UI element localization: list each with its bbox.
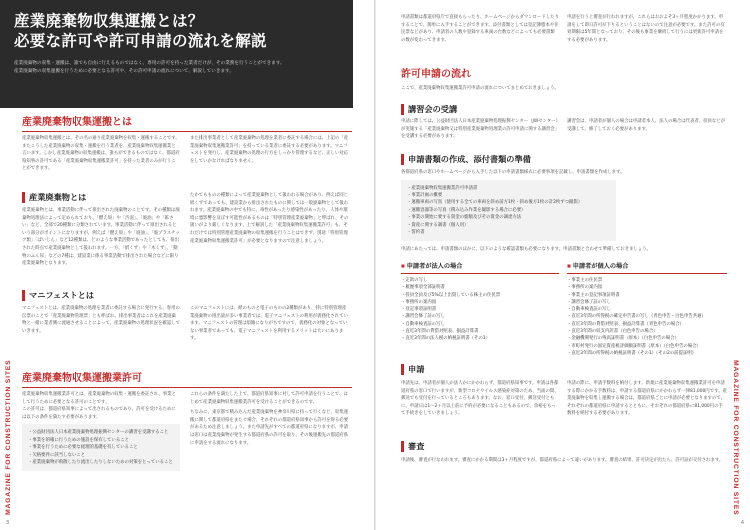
side-label-left: MAGAZINE FOR CONSTRUCTION SITES [5, 359, 12, 515]
section-overview-col2: また排出事業者として産業廃棄物の処理を業者に委託する場合には、上記の「産業廃棄物収集運搬業許可」を持っている業者に委託する必要があります。マニフェストを発行し、産業廃棄物の処理の行方をしっかり管理するなど、正しい対応をしていかなければなりません。 [190, 136, 349, 164]
requirement-item: ・公益財団法人日本産業廃棄物処理振興センターの講習を受講すること [28, 430, 169, 436]
individual-list-title: 申請者が個人の場合 [572, 263, 629, 270]
hero-title-line2: 必要な許可や許可申請の流れを解説 [14, 33, 267, 50]
step-documents [401, 154, 727, 254]
section-manifest-col2: このマニフェストには、紙のものと電子のものの2種類があり、特に特別管理産業廃棄物の排出量が多い事業者では、電子マニフェストの利用が義務化されています。マニフェストの管理は煩雑になりがちですので、義務化の対象となっていない事業者であっても、電子マニフェストを利用するメリットは大いにあります。 [190, 306, 348, 342]
document-item: ・産業廃棄物収集運搬業許可申請書 [407, 185, 478, 191]
list-item: ・直近3年間の貸借対照表、損益計算書（青色申告の場合） [567, 321, 684, 327]
section-license-col1 [22, 391, 180, 471]
section-manifest-col1: マニフェストとは、産業廃棄物の処理を業者に委託する場合に発行する、専用の伝票のことで「産業廃棄物管理票」とも呼ばれ、排出事業者はこれを産業廃棄物と一緒に業者側に流通させることによって、産業廃棄物の処理状況を確認していきます。 [22, 306, 180, 334]
license-p2: この許可は、都道府県知事によって出されるものであり、許可を受けるためには以下の条件を満たす必要があります。 [22, 407, 176, 420]
section-overview [22, 116, 352, 132]
section-heading: 産業廃棄物とは [22, 192, 180, 203]
list-item: ・金融機関発行の残高証明書（原本）（白色申告の場合） [567, 336, 679, 342]
corporate-list [401, 258, 559, 343]
list-item: ・役員全員及び5%以上出資している株主の住民票 [401, 292, 501, 298]
top-col2: 申請を行うと審査が行われますが、これらはおおよそ3ヶ月程度かかります。申請をして即日許可が下りるということはないので注意が必要です。また許可の有効期限は5年間となっており、その後も事業を継続して行うには更新許可申請をする必要があります。 [567, 15, 725, 43]
right-page [375, 0, 750, 530]
requirement-item: ・事業を的確に行うための施設を保有していること [28, 437, 129, 443]
page-number-right: 4 [740, 520, 744, 526]
list-item: ・事務所の案内図 [401, 299, 437, 305]
list-item: ・事務所の案内図 [567, 285, 603, 291]
documents-box [401, 180, 616, 242]
list-item: ・登記事項証明書 [401, 307, 437, 313]
hero-lead-2: 産業廃棄物の収集運搬を行うために必要となる許可や、その許可申請の流れについて、解説していきます。 [14, 69, 234, 74]
section-industrial-waste [22, 192, 180, 203]
step-application [401, 364, 727, 375]
step-seminar [401, 104, 727, 115]
flow-intro: ここで、産業廃棄物収集運搬業許可申請の流れについてまとめておきましょう。 [401, 86, 559, 91]
documents-note: 申請にあたっては、申請書類のほかに、以下のような確認書類も必要になります。申請書類と合わせて準備しておきましょう。 [401, 247, 651, 253]
documents-intro: 各都道府県の窓口やホームページから入手した以下の申請書類様式に必要事項を記載し、申請書類を作成します。 [401, 170, 625, 175]
list-item: ・自動車検査証の写し [567, 307, 611, 313]
section-license [22, 372, 352, 388]
section-heading: マニフェストとは [22, 290, 180, 301]
document-item: ・誓約書 [407, 230, 425, 236]
section-license-col2 [190, 391, 350, 447]
step-heading: 審査 [401, 441, 727, 452]
list-item: ・直近3年間の法人税の納税証明書（その1） [401, 336, 491, 342]
top-col1: 申請書類は都道府県庁で直接もらったり、ホームページからダウンロードしたりすることで、簡単に入手することができます。添付書類としては登記簿謄本や住民票などがあり、申請者の人数や登録する車両の台数などによっても必要書類の数が変わってきます。 [401, 15, 559, 43]
list-item: ・講習会修了証の写し [567, 299, 611, 305]
list-item: ・定款の写し [401, 278, 428, 283]
list-item: ・事業主の住民票 [567, 278, 603, 283]
step-review [401, 441, 727, 465]
hero-lead [14, 60, 341, 76]
requirement-item: ・産業廃棄物が飛散したり流出したりしないための対策をとっていること [28, 460, 173, 465]
license-requirements-box [22, 424, 180, 471]
document-item: ・運搬容器等の写真（積み込み作業を撮影する場合に必要） [407, 207, 526, 213]
section-heading: 許可申請の流れ [401, 69, 471, 80]
bullet-icon: ■ [401, 263, 405, 270]
review-text: 申請後、審査が行なわれます。審査にかかる期間は3ヶ月程度ですが、都道府県によって違いがあります。審査の結果、許可決定が出たら、許可証が交付されます。 [401, 458, 724, 463]
section-industrial-waste-col2: たかてもものの種類によって産業廃棄物として扱われる場合があり、例えば同じ紙くずであっても、建設業から排出されたものに関しては一般廃棄物として扱われます。産業廃棄物の中でも特に、毒性があったり感染性があったり、人体や環境に悪影響を及ぼす可能性があるものは「特別管理産業廃棄物」と呼ばれ、その扱いがより厳しくなります。上で解説した「産業廃棄物収集運搬業許可」も、それだけでは特別管理産業廃棄物の収集運搬を行うことはできず、別途「特別管理産業廃棄物収集運搬業許可」が必要となりますので注意しましょう。 [190, 193, 349, 244]
list-item: ・直近3年間の所得税の確定申告書の写し（青色申告・白色申告共通） [567, 314, 706, 320]
license-p1: 産業廃棄物収集運搬業許可とは、産業廃棄物の収集・運搬を委託され、事業として行うために必要となる許可のことです。 [22, 392, 176, 405]
list-item: ・直近3年間の所得税の納税証明書（その1）（その2の前提証明） [567, 350, 697, 356]
hero-title-line1: 産業廃棄物収集運搬とは？ [14, 13, 204, 30]
step-application-col1: 申請先は、申請者が個人か法人かにかかわらず、都道府県知事です。申請は各都道府県の窓口で行いますが、新型コロナウイルス感染症対策のため、当面の間、郵送でも受付を行っているところもあります。なお、窓口受付、郵送受付ともに、申請日は1～2ヶ月以上前に予約が必要になることもあるので、余裕をもって手続きをしていきましょう。 [401, 381, 559, 417]
step-heading: 申請 [401, 364, 727, 375]
section-heading: 産業廃棄物収集運搬とは [22, 116, 352, 132]
side-label-right: MAGAZINE FOR CONSTRUCTION SITES [732, 360, 739, 516]
section-manifest [22, 290, 180, 301]
license-p4: ちなみに、東京都で積み込んだ産業廃棄物を神奈川県に持って行くなど、収集運搬に関して都道府県をまたぐ場合、それぞれの都道府県知事から許可を得る必要があるため注意しましょう。また申請先がすべての都道府県になりますが、申請は窓口は産業廃棄物が発生する都道府県の許可を取り、その後運搬先の都道府県に申請をする流れになります。 [190, 410, 349, 446]
section-flow [401, 68, 727, 93]
document-item: ・事業の開始に要する資金の総額及びその資金の調達方法 [407, 215, 522, 221]
individual-list-heading [567, 258, 727, 274]
hero-lead-1: 産業廃棄物の収集・運搬は、誰でも自由に行えるものではなく、専用の許可を持った業者だけが、その業務を行うことができます。 [14, 61, 285, 66]
document-item: ・運搬車両の写真（使用する全ての車両を斜め前方1枚・斜め後方1枚の計2枚ずつ撮影） [407, 200, 583, 206]
list-item: ・自動車検査証の写し [401, 321, 445, 327]
step-seminar-col1: 申請に際しては、公益財団法人日本産業廃棄物処理振興センター（JWセンター）が実施する「産業廃棄物又は特別産業廃棄物処理業の許可申請に関する講習会」を受講する必要があります。 [401, 119, 558, 140]
section-overview-col1: 産業廃棄物収集運搬とは、その名の通り産業廃棄物を収集・運搬することです。またこうした産業廃棄物の収集・運搬を行う業者を、産業廃棄物収集運搬業と言います。しかし産業廃棄物の収集運搬は、誰もができるものではなく、都道府県知事の許可である「産業廃棄物収集運搬業許可」を持った業者のみが行うことができます。 [22, 136, 180, 172]
document-item: ・事業計画の概要 [407, 193, 443, 198]
document-item: ・資産に関する調書（個人用） [407, 222, 469, 228]
section-heading: 産業廃棄物収集運搬業許可 [22, 372, 352, 388]
step-heading: 申請書類の作成、添付書類の準備 [401, 154, 727, 165]
corporate-list-heading [401, 258, 559, 274]
step-seminar-col2: 講習会は、申請者が個人の場合は申請者本人、法人の場合は代表者、役員などが受講して、修了しておく必要があります。 [567, 119, 726, 132]
list-item: ・履歴事項全部証明書 [401, 285, 445, 291]
section-industrial-waste-col1: 産業廃棄物とは、事業活動に伴って排出された廃棄物のことです。その種類は廃棄物処理法によって定められており、「燃え殻」や「汚泥」、「廃油」や「鉱さい」など、全部で20種類に分類されています。事業活動に伴って排出されるという部分がポイントになりますが、例えば「燃え殻」や「廃油」、「廃プラスチック類」「ばいじん」など12種類は、どのような事業活動であったとしても、排出された時点で産業廃棄物として扱われます。一方、「紙くず」や「木くず」、「動物のふん尿」などの7種は、建設業に係る事業活動で排出された場合などに限り産業廃棄物となります。 [22, 208, 180, 267]
step-heading: 講習会の受講 [401, 104, 727, 115]
bullet-icon: ■ [567, 263, 571, 270]
individual-list [567, 258, 727, 357]
spine-fold [374, 0, 376, 530]
list-item: ・講習会修了証の写し [401, 314, 445, 320]
requirement-item: ・欠格要件に該当しないこと [28, 452, 86, 458]
hero-banner [0, 0, 353, 108]
requirement-item: ・事業を行うために必要な経理的基礎を有していること [28, 445, 138, 451]
list-item: ・直近3年間の貸借対照表、損益計算書 [401, 329, 479, 335]
license-p3: これらの条件を満たした上で、都道府県知事に対して許可申請を行うことで、はじめて産業廃棄物収集運搬業許可を受けることができるのです。 [190, 392, 348, 405]
step-application-col2: 申請の際に、申請手数料を納付します。新規に産業廃棄物収集運搬業許可を申請する際にかかる手数料は、申請する都道府県にかかわらず一律81,000円です。産業廃棄物を収集し運搬する場合は、都道府県ごとに申請が必要となりますので、それぞれの都道府県に申請するとともに、それぞれの都道府県に81,000円の手数料を納付する必要があります。 [567, 381, 727, 417]
list-item: ・直近3年間の収支内訳書（白色申告の場合） [567, 329, 658, 335]
page-number-left: 3 [6, 520, 10, 526]
list-item: ・市町村発行の固定資産税評価額証明書（原本）（白色申告の場合） [567, 343, 701, 349]
corporate-list-title: 申請者が法人の場合 [406, 263, 463, 270]
list-item: ・事業主の登記事項証明書 [567, 292, 620, 298]
